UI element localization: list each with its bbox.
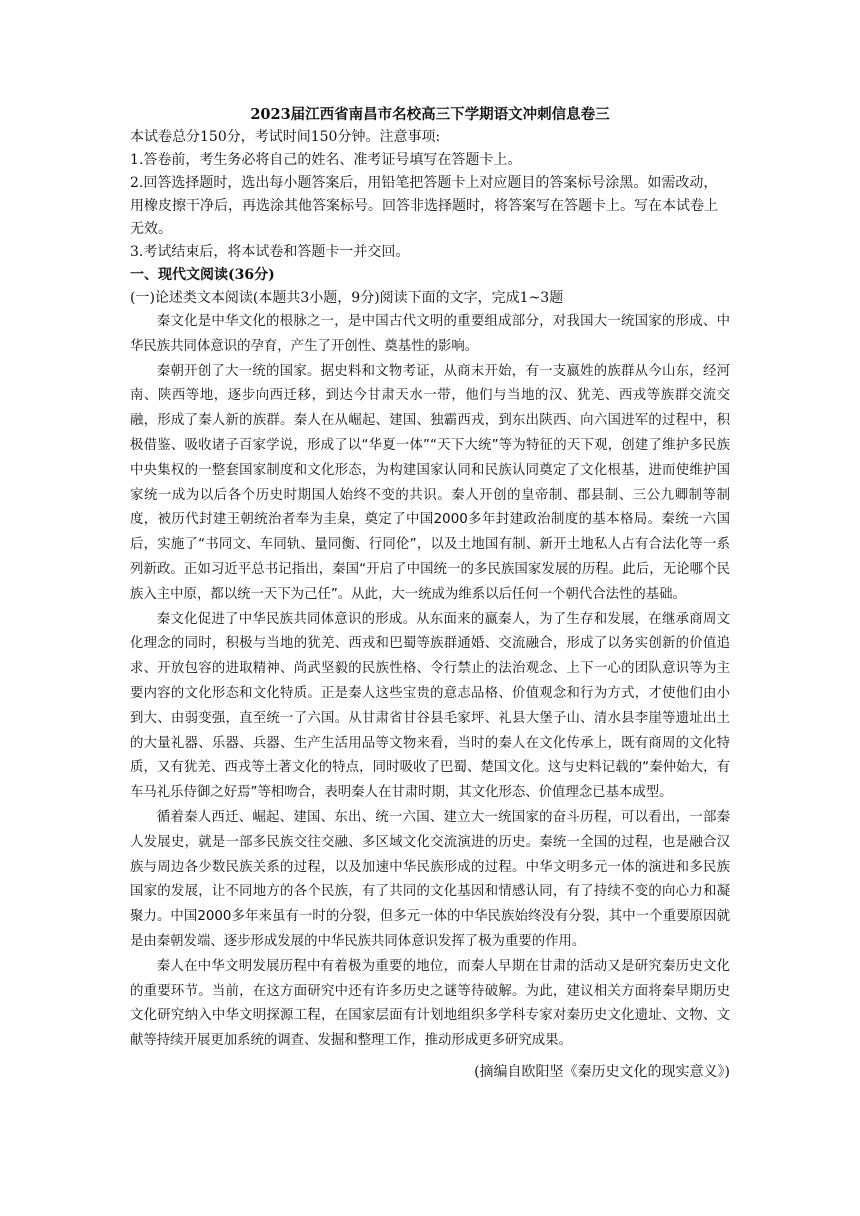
section-subheading: (一)论述类文本阅读(本题共3小题，9分)阅读下面的文字，完成1~3题: [130, 290, 564, 306]
exam-title: 2023届江西省南昌市名校高三下学期语文冲刺信息卷三: [250, 106, 610, 123]
article-paragraph-5: 秦人在中华文明发展历程中有着极为重要的地位，而秦人早期在甘肃的活动又是研究秦历史文化的重要环节。当前，在这方面研究中还有许多历史之谜等待破解。为此，建议相关方面将秦早期历史文化研究纳入中华文明探源工程，在国家层面有计划地组织多学科专家对秦历史文化遗址、文物、文献等持续开展更加系统的调查、发掘和整理工作，推动形成更多研究成果。: [130, 958, 730, 1049]
article-paragraph-4: 循着秦人西迁、崛起、建国、东出、统一六国、建立大一统国家的奋斗历程，可以看出，一部秦人发展史，就是一部多民族交往交融、多区域文化交流演进的历史。秦统一全国的过程，也是融合汉族与周边各少数民族关系的过程，以及加速中华民族形成的过程。中华文明多元一体的演进和多民族国家的发展，让不同地方的各个民族，有了共同的文化基因和情感认同，有了持续不变的向心力和凝聚力。中国2000多年来虽有一时的分裂，但多元一体的中华民族始终没有分裂，其中一个重要原因就是由秦朝发端、逐步形成发展的中华民族共同体意识发挥了极为重要的作用。: [130, 809, 730, 949]
article-source: (摘编自欧阳坚《秦历史文化的现实意义》): [474, 1063, 730, 1080]
exam-page: [130, 104, 730, 1084]
article-paragraph-1: 秦文化是中华文化的根脉之一，是中国古代文明的重要组成部分，对我国大一统国家的形成、中华民族共同体意识的孕育，产生了开创性、奠基性的影响。: [130, 314, 730, 354]
article-paragraph-3: 秦文化促进了中华民族共同体意识的形成。从东面来的嬴秦人，为了生存和发展，在继承商周文化理念的同时，积极与当地的犹羌、西戎和巴蜀等族群通婚、交流融合，形成了以务实创新的价值追求、开放包容的进取精神、尚武坚毅的民族性格、令行禁止的法治观念、上下一心的团队意识等为主要内容的文化形态和文化特质。正是秦人这些宝贵的意志品格、价值观念和行为方式，才使他们由小到大、由弱变强，直至统一了六国。从甘肃省甘谷县毛家坪、礼县大堡子山、清水县李崖等遗址出土的大量礼器、乐器、兵器、生产生活用品等文物来看，当时的秦人在文化传承上，既有商周的文化特质，又有犹羌、西戎等土著文化的特点，同时吸收了巴蜀、楚国文化。这与史料记载的“秦仲始大，有车马礼乐侍御之好焉”等相吻合，表明秦人在甘肃时期，其文化形态、价值理念已基本成型。: [130, 611, 730, 801]
instruction-item-2: 2.回答选择题时，选出每小题答案后，用铅笔把答题卡上对应题目的答案标号涂黑。如需改动，用橡皮擦干净后，再选涂其他答案标号。回答非选择题时，将答案写在答题卡上。写在本试卷上无效。: [130, 175, 718, 237]
instruction-item-1: 1.答卷前，考生务必将自己的姓名、准考证号填写在答题卡上。: [130, 152, 522, 168]
instruction-item-3: 3.考试结束后，将本试卷和答题卡一并交回。: [130, 244, 410, 260]
article-paragraph-2: 秦朝开创了大一统的国家。据史料和文物考证，从商末开始，有一支嬴姓的族群从今山东，经河南、陕西等地，逐步向西迁移，到达今甘肃天水一带，他们与当地的汉、犹羌、西戎等族群交流交融，形成了秦人新的族群。秦人在从崛起、建国、独霸西戎，到东出陕西、向六国进军的过程中，积极借鉴、吸收诸子百家学说，形成了以“华夏一体”“天下大统”等为特征的天下观，创建了维护多民族中央集权的一整套国家制度和文化形态，为构建国家认同和民族认同奠定了文化根基，进而使维护国家统一成为以后各个历史时期国人始终不变的共识。秦人开创的皇帝制、郡县制、三公九卿制等制度，被历代封建王朝统治者奉为圭臬，奠定了中国2000多年封建政治制度的基本格局。秦统一六国后，实施了“书同文、车同轨、量同衡、行同伦”，以及土地国有制、新开土地私人占有合法化等一系列新政。正如习近平总书记指出，秦国“开启了中国统一的多民族国家发展的历程。此后，无论哪个民族入主中原，都以统一天下为己任”。从此，大一统成为维系以后任何一个朝代合法性的基础。: [130, 363, 730, 602]
exam-intro: 本试卷总分150分，考试时间150分钟。注意事项:: [130, 129, 441, 145]
section-heading: 一、现代文阅读(36分): [130, 267, 275, 283]
